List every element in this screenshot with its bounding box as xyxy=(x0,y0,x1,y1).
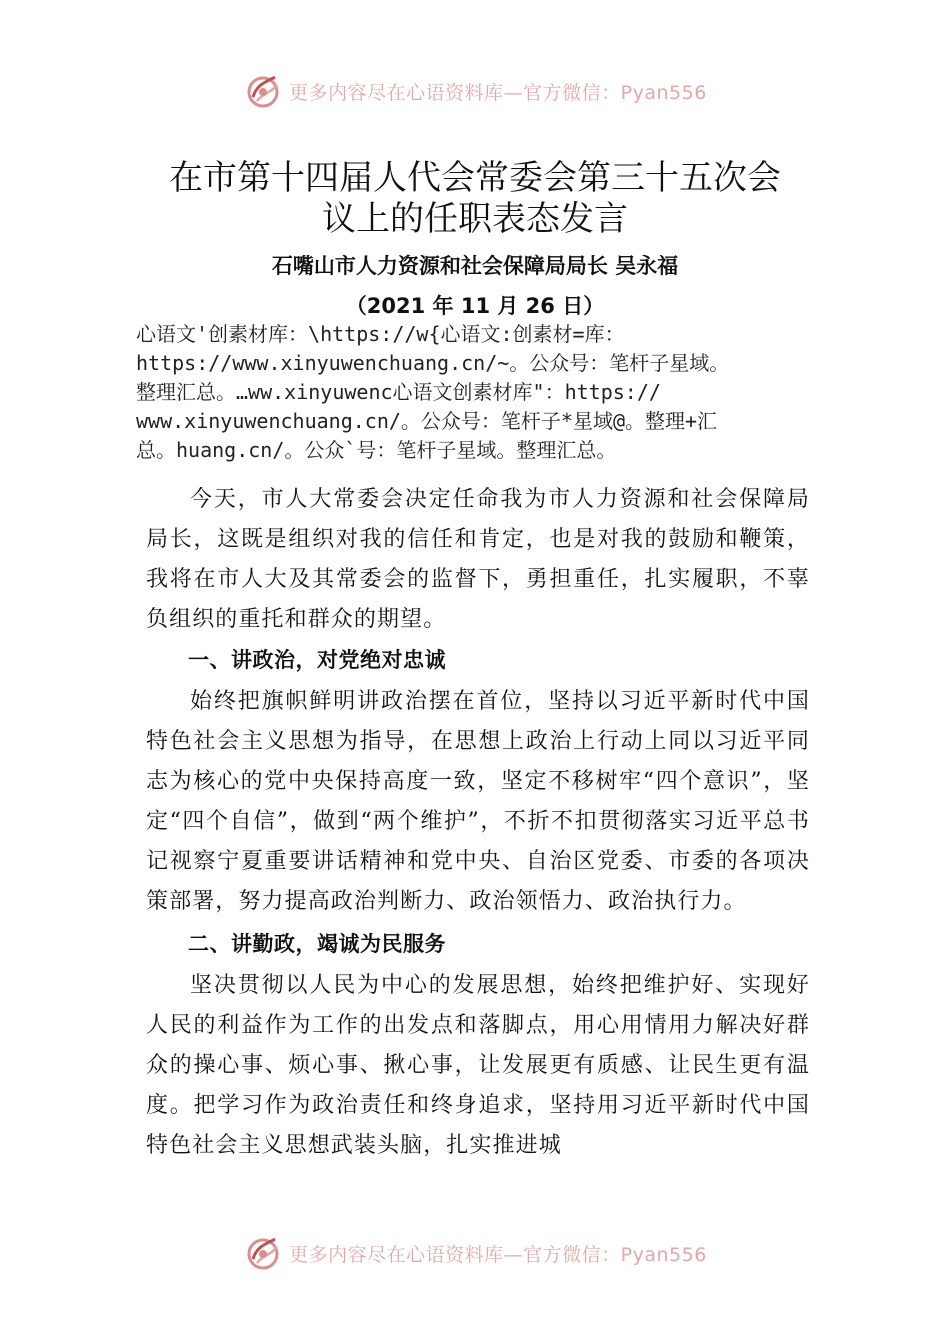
intro-paragraph: 今天，市人大常委会决定任命我为市人力资源和社会保障局局长，这既是组织对我的信任和肯定，也是对我的鼓励和鞭策，我将在市人大及其常委会的监督下，勇担重任，扎实履职，不辜负组织的重托和群众的期望。 xyxy=(146,487,810,632)
watermark-noise-block xyxy=(136,320,826,465)
document-title-line-1: 在市第十四届人代会常委会第三十五次会 xyxy=(169,158,781,198)
noise-line: 整理汇总。…ww.xinyuwenc心语文创素材库"：https:// xyxy=(136,380,661,404)
noise-line: https://www.xinyuwenchuang.cn/~。公众号：笔杆子星域。 xyxy=(136,351,730,375)
noise-line: 总。huang.cn/。公众`号：笔杆子星域。整理汇总。 xyxy=(136,438,617,462)
document-date: （2021 年 11 月 26 日） xyxy=(345,294,605,318)
noise-line: 心语文'创素材库：\https://w{心语文:创素材=库： xyxy=(136,322,625,346)
document-title-line-2: 议上的任职表态发言 xyxy=(322,199,628,239)
watermark-text: 更多内容尽在心语资料库—官方微信：Pyan556 xyxy=(289,1243,707,1266)
noise-line: www.xinyuwenchuang.cn/。公众号：笔杆子*星域@。整理+汇 xyxy=(136,409,718,433)
section-1-paragraph: 始终把旗帜鲜明讲政治摆在首位，坚持以习近平新时代中国特色社会主义思想为指导，在思想上政治上行动上同以习近平同志为核心的党中央保持高度一致，坚定不移树牢“四个意识”，坚定“四个自信”，做到“两个维护”，不折不扣贯彻落实习近平总书记视察宁夏重要讲话精神和党中央、自治区党委、市委的各项决策部署，努力提高政治判断力、政治领悟力、政治执行力。 xyxy=(146,689,810,914)
section-2-paragraph: 坚决贯彻以人民为中心的发展思想，始终把维护好、实现好人民的利益作为工作的出发点和落脚点，用心用情用力解决好群众的操心事、烦心事、揪心事，让发展更有质感、让民生更有温度。把学习作为政治责任和终身追求，坚持用习近平新时代中国特色社会主义思想武装头脑，扎实推进城 xyxy=(146,973,810,1158)
swirl-logo-icon xyxy=(243,71,283,111)
section-2-heading: 二、讲勤政，竭诚为民服务 xyxy=(188,932,446,956)
section-1-heading: 一、讲政治，对党绝对忠诚 xyxy=(188,648,446,672)
watermark-text: 更多内容尽在心语资料库—官方微信：Pyan556 xyxy=(289,81,707,104)
swirl-logo-icon xyxy=(243,1233,283,1273)
document-author: 石嘴山市人力资源和社会保障局局长 吴永福 xyxy=(271,254,679,278)
watermark-banner-bottom xyxy=(0,1228,950,1278)
document-body xyxy=(146,480,810,1166)
watermark-banner-top xyxy=(0,66,950,116)
